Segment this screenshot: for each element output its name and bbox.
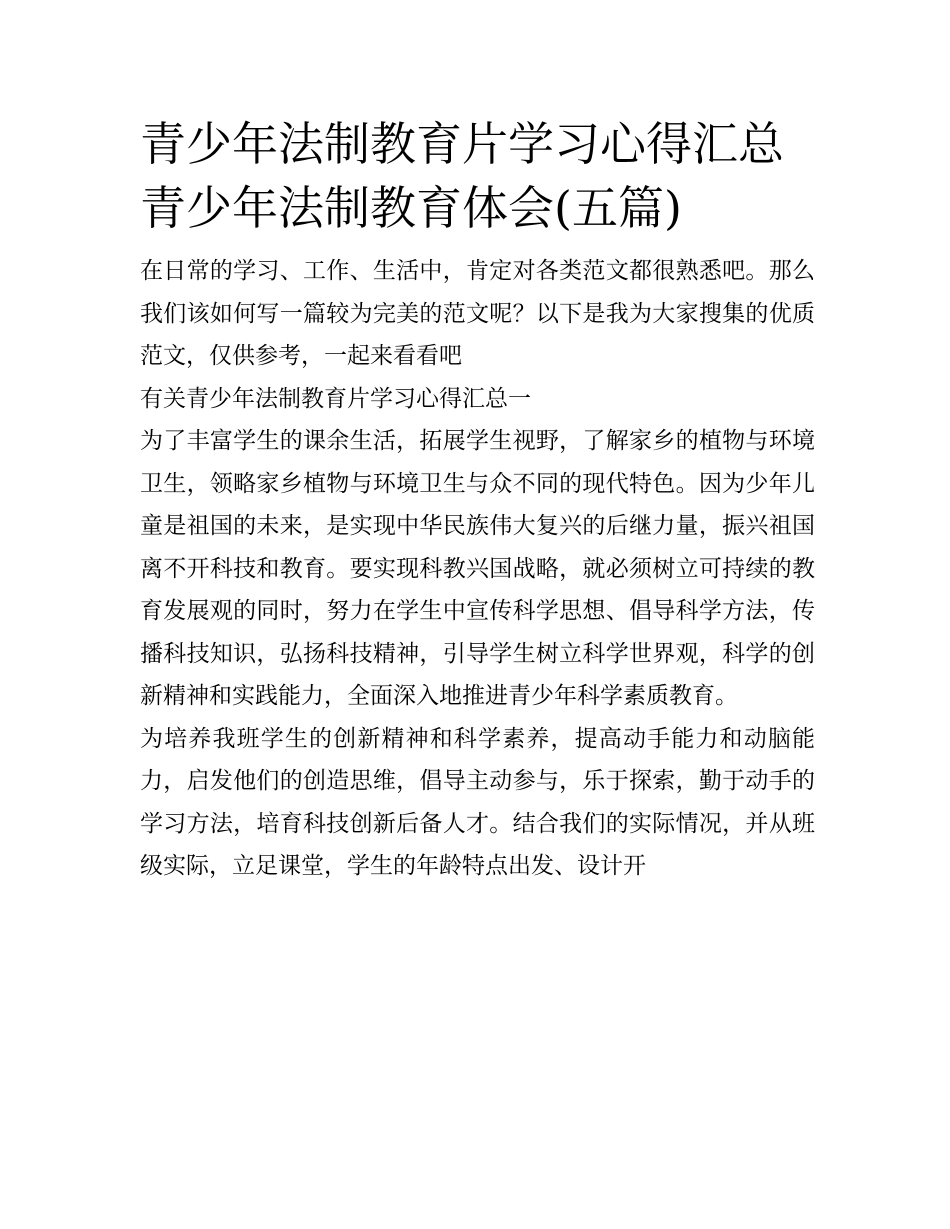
intro-paragraph: 在日常的学习、工作、生活中，肯定对各类范文都很熟悉吧。那么我们该如何写一篇较为完美的范文呢？以下是我为大家搜集的优质范文，仅供参考，一起来看看吧 (140, 258, 815, 369)
body-paragraph: 为了丰富学生的课余生活，拓展学生视野，了解家乡的植物与环境卫生，领略家乡植物与环境卫生与众不同的现代特色。因为少年儿童是祖国的未来，是实现中华民族伟大复兴的后继力量，振兴祖国离不开科技和教育。要实现科教兴国战略，就必须树立可持续的教育发展观的同时，努力在学生中宣传科学思想、倡导科学方法，传播科技知识，弘扬科技精神，引导学生树立科学世界观，科学的创新精神和实践能力，全面深入地推进青少年科学素质教育。 (140, 428, 815, 709)
body-paragraph: 为培养我班学生的创新精神和科学素养，提高动手能力和动脑能力，启发他们的创造思维，倡导主动参与，乐于探索，勤于动手的学习方法，培育科技创新后备人才。结合我们的实际情况，并从班级实际，立足课堂，学生的年龄特点出发、设计开 (140, 725, 815, 879)
document-title: 青少年法制教育片学习心得汇总 青少年法制教育体会(五篇) (140, 117, 784, 235)
section-heading: 有关青少年法制教育片学习心得汇总一 (140, 385, 531, 412)
document-page (140, 112, 815, 888)
